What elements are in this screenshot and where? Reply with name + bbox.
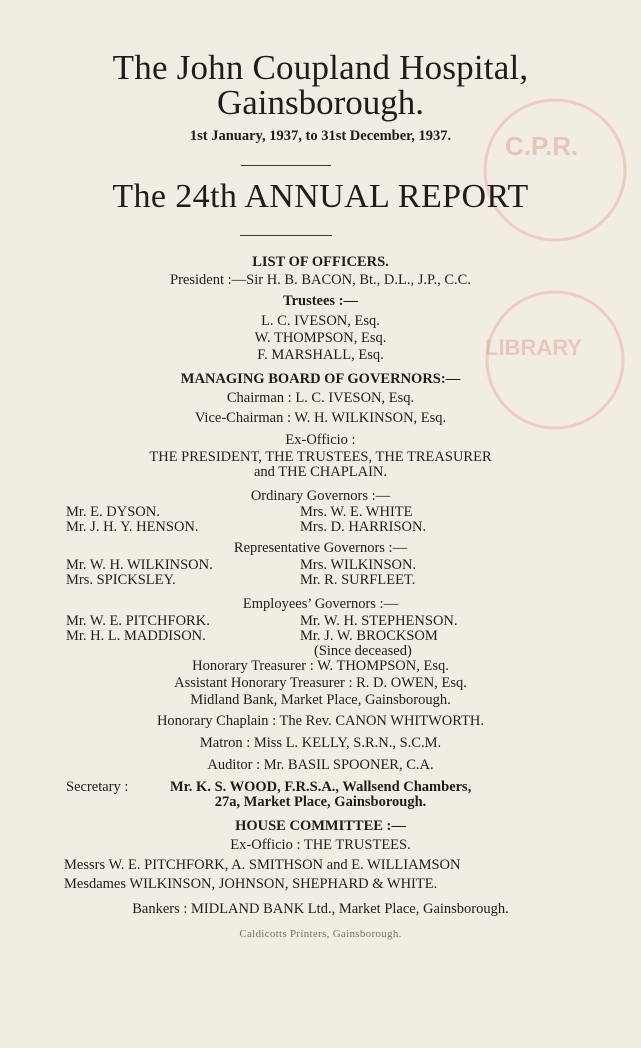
auditor-line: Auditor : Mr. BASIL SPOONER, C.A. bbox=[207, 757, 434, 773]
house-committee-messrs: Messrs W. E. PITCHFORK, A. SMITHSON and E. WILLIAMSON bbox=[64, 857, 461, 873]
employees-governor-right-2: Mr. J. W. BROCKSOM bbox=[300, 628, 438, 644]
ex-officio-line-2: and THE CHAPLAIN. bbox=[253, 464, 388, 480]
ordinary-governor-right-2: Mrs. D. HARRISON. bbox=[300, 519, 427, 535]
ex-officio-line-1: THE PRESIDENT, THE TRUSTEES, THE TREASURER bbox=[149, 449, 492, 465]
employees-governors-heading: Employees’ Governors :— bbox=[242, 596, 399, 612]
employees-governor-note: (Since deceased) bbox=[314, 643, 412, 659]
title-divider bbox=[241, 165, 331, 166]
ordinary-governor-left-2: Mr. J. H. Y. HENSON. bbox=[66, 519, 199, 535]
hospital-name: The John Coupland Hospital, bbox=[112, 48, 529, 87]
matron-line: Matron : Miss L. KELLY, S.R.N., S.C.M. bbox=[199, 735, 442, 751]
officers-heading: LIST OF OFFICERS. bbox=[252, 254, 389, 270]
board-heading: MANAGING BOARD OF GOVERNORS:— bbox=[180, 371, 461, 387]
svg-text:LIBRARY: LIBRARY bbox=[485, 335, 582, 360]
trustee-1: L. C. IVESON, Esq. bbox=[261, 313, 380, 329]
secretary-line-2: 27a, Market Place, Gainsborough. bbox=[214, 794, 427, 810]
representative-governor-right-2: Mr. R. SURFLEET. bbox=[300, 572, 416, 588]
representative-governor-right-1: Mrs. WILKINSON. bbox=[300, 557, 417, 573]
report-divider bbox=[240, 235, 332, 236]
house-committee-ex-officio: Ex-Officio : THE TRUSTEES. bbox=[230, 837, 411, 853]
trustee-3: F. MARSHALL, Esq. bbox=[257, 347, 384, 363]
ordinary-governor-left-1: Mr. E. DYSON. bbox=[66, 504, 160, 520]
representative-governor-left-1: Mr. W. H. WILKINSON. bbox=[66, 557, 213, 573]
svg-text:C.P.R.: C.P.R. bbox=[505, 131, 579, 161]
chairman-line: Chairman : L. C. IVESON, Esq. bbox=[226, 390, 415, 406]
vice-chairman-line: Vice-Chairman : W. H. WILKINSON, Esq. bbox=[194, 410, 447, 426]
ordinary-governor-right-1: Mrs. W. E. WHITE bbox=[300, 504, 413, 520]
report-period: 1st January, 1937, to 31st December, 1937. bbox=[189, 128, 452, 144]
hospital-location: Gainsborough. bbox=[216, 83, 425, 122]
house-committee-mesdames: Mesdames WILKINSON, JOHNSON, SHEPHARD & WHITE. bbox=[64, 876, 438, 892]
honorary-treasurer: Honorary Treasurer : W. THOMPSON, Esq. bbox=[192, 658, 449, 674]
representative-governor-left-2: Mrs. SPICKSLEY. bbox=[66, 572, 176, 588]
trustees-heading: Trustees :— bbox=[282, 293, 359, 309]
bank-address: Midland Bank, Market Place, Gainsborough. bbox=[190, 692, 451, 708]
employees-governor-left-1: Mr. W. E. PITCHFORK. bbox=[66, 613, 210, 629]
representative-governors-heading: Representative Governors :— bbox=[233, 540, 408, 556]
report-title: The 24th ANNUAL REPORT bbox=[112, 178, 529, 215]
trustee-2: W. THOMPSON, Esq. bbox=[254, 330, 387, 346]
secretary-line-1: Mr. K. S. WOOD, F.R.S.A., Wallsend Chambers, bbox=[170, 779, 472, 795]
employees-governor-left-2: Mr. H. L. MADDISON. bbox=[66, 628, 206, 644]
honorary-chaplain: Honorary Chaplain : The Rev. CANON WHITWORTH. bbox=[156, 713, 485, 729]
ex-officio-label: Ex-Officio : bbox=[285, 432, 356, 448]
employees-governor-right-1: Mr. W. H. STEPHENSON. bbox=[300, 613, 458, 629]
secretary-label: Secretary : bbox=[66, 779, 129, 795]
house-committee-heading: HOUSE COMMITTEE :— bbox=[235, 818, 406, 834]
president-line: President :—Sir H. B. BACON, Bt., D.L., J.P., C.C. bbox=[170, 272, 471, 288]
bankers-line: Bankers : MIDLAND BANK Ltd., Market Place, Gainsborough. bbox=[132, 901, 509, 917]
printer-imprint: Caldicotts Printers, Gainsborough. bbox=[239, 928, 402, 940]
assistant-treasurer: Assistant Honorary Treasurer : R. D. OWEN, Esq. bbox=[174, 675, 467, 691]
ordinary-governors-heading: Ordinary Governors :— bbox=[250, 488, 391, 504]
